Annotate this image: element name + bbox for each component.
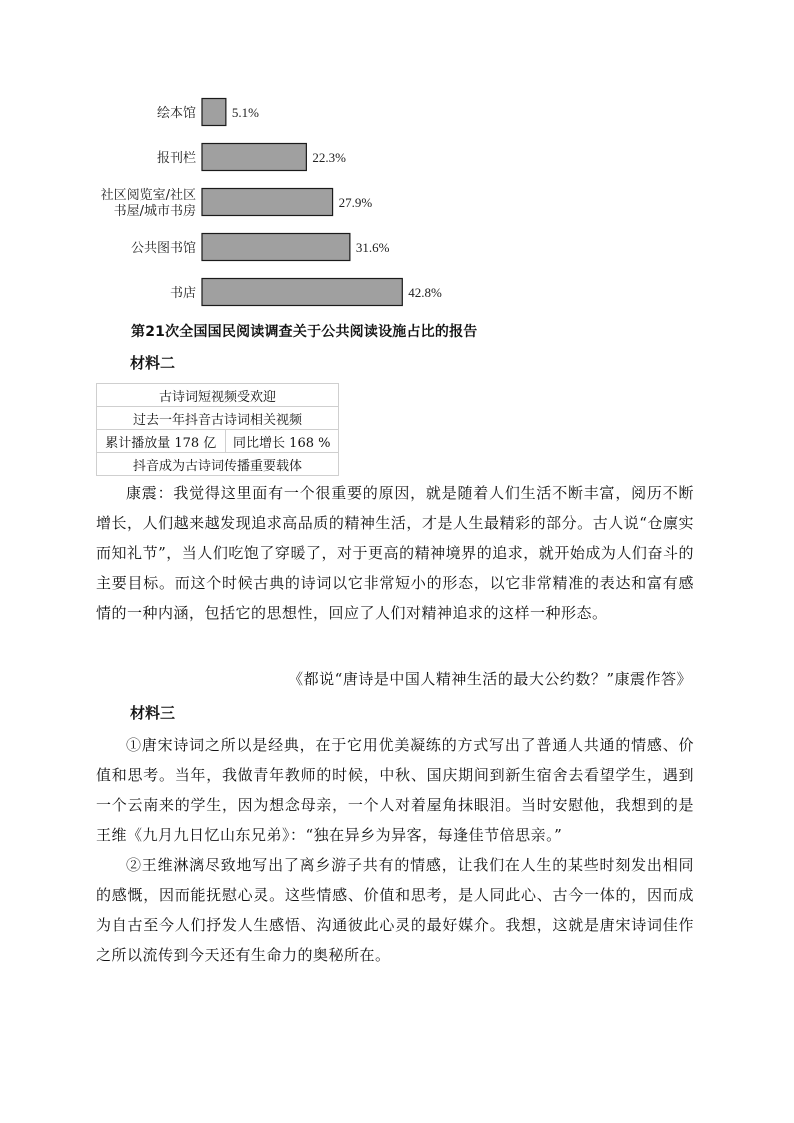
table-cell-growth: 同比增长 168 % bbox=[225, 430, 338, 453]
table-cell-play-count: 累计播放量 178 亿 bbox=[97, 430, 226, 453]
source-citation: 《都说“唐诗是中国人精神生活的最大公约数？”康震作答》 bbox=[288, 670, 692, 688]
bar bbox=[202, 99, 226, 126]
category-label: 公共图书馆 bbox=[130, 241, 196, 256]
short-video-info-table bbox=[96, 383, 339, 476]
bar bbox=[202, 279, 402, 306]
category-label: 书店 bbox=[169, 286, 196, 301]
bar-value-label: 27.9% bbox=[338, 195, 373, 210]
category-label: 报刊栏 bbox=[156, 151, 196, 166]
bar-value-label: 42.8% bbox=[408, 285, 442, 300]
table-cell-conclusion: 抖音成为古诗词传播重要载体 bbox=[97, 453, 339, 476]
kang-zhen-paragraph: 康震：我觉得这里面有一个很重要的原因，就是随着人们生活不断丰富，阅历不断增长，人们越来越发现追求高品质的精神生活，才是人生最精彩的部分。古人说“仓廪实而知礼节”，当人们吃饱了穿暖了，对于更高的精神境界的追求，就开始成为人们奋斗的主要目标。而这个时候古典的诗词以它非常短小的形态，以它非常精准的表达和富有感情的一种内涵，包括它的思想性，回应了人们对精神追求的这样一种形态。 bbox=[96, 484, 694, 622]
bar bbox=[202, 144, 306, 171]
table-row bbox=[97, 430, 339, 453]
category-label: 社区阅览室/社区书屋/城市书房 bbox=[100, 188, 196, 219]
table-row bbox=[97, 407, 339, 430]
bar-value-label: 31.6% bbox=[355, 240, 390, 255]
material-two-heading: 材料二 bbox=[130, 354, 176, 372]
material-three-heading: 材料三 bbox=[130, 704, 176, 722]
category-label: 绘本馆 bbox=[156, 106, 196, 121]
table-cell-title: 古诗词短视频受欢迎 bbox=[97, 384, 339, 407]
bar-value-label: 5.1% bbox=[231, 105, 259, 120]
chart-title: 第21次全国国民阅读调查关于公共阅读设施占比的报告 bbox=[131, 324, 478, 340]
bar bbox=[202, 189, 333, 216]
material-three-paragraph-1: ①唐宋诗词之所以是经典，在于它用优美凝练的方式写出了普通人共通的情感、价值和思考。当年，我做青年教师的时候，中秋、国庆期间到新生宿舍去看望学生，遇到一个云南来的学生，因为想念母亲，一个人对着屋角抹眼泪。当时安慰他，我想到的是王维《九月九日忆山东兄弟》：“独在异乡为异客，每逢佳节倍思亲。” bbox=[96, 736, 694, 844]
table-row bbox=[97, 384, 339, 407]
bar bbox=[202, 234, 350, 261]
bar-chart bbox=[0, 0, 794, 320]
bar-value-label: 22.3% bbox=[312, 150, 346, 165]
table-cell-subtitle: 过去一年抖音古诗词相关视频 bbox=[97, 407, 339, 430]
material-three-paragraph-2: ②王维淋漓尽致地写出了离乡游子共有的情感，让我们在人生的某些时刻发出相同的感慨，因而能抚慰心灵。这些情感、价值和思考，是人同此心、古今一体的，因而成为自古至今人们抒发人生感悟、沟通彼此心灵的最好媒介。我想，这就是唐宋诗词佳作之所以流传到今天还有生命力的奥秘所在。 bbox=[96, 856, 694, 964]
table-row bbox=[97, 453, 339, 476]
